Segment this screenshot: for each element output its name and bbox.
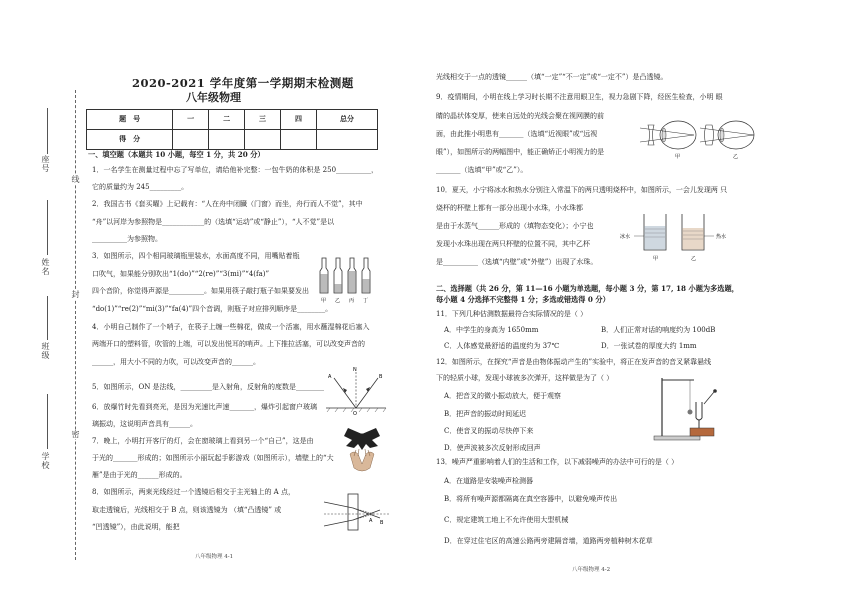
- bottle-label: 甲: [321, 298, 327, 304]
- score-cell[interactable]: [316, 130, 377, 150]
- seal-line: [75, 90, 76, 560]
- eye-label: 甲: [675, 154, 681, 160]
- q6-line2: 璃振动，这说明声音具有______。: [92, 420, 197, 428]
- score-header-cell: 一: [173, 110, 209, 130]
- q4-line2: 两端开口的塑料管，吹管的上端，可以发出悦耳的哨声。上下推拉活塞，可以改变声音的: [92, 340, 365, 348]
- q7-line2: 于光的_______形成的；如图所示小丽玩起手影游戏（如图所示），墙壁上的“大: [92, 454, 334, 462]
- q11-option-c[interactable]: C．人体感觉最舒适的温度约为 37℃: [444, 342, 560, 350]
- q9-line2: 睛的晶状体变厚，使来自远处的光线会聚在视网膜的前: [436, 112, 604, 120]
- q12-option-b[interactable]: B．把声音的振动时间延迟: [444, 410, 527, 418]
- q7-line3: 雁”是由于光的______形成的。: [92, 471, 187, 479]
- beaker-label: 甲: [653, 256, 659, 262]
- q8-line3: “凹透镜”），由此说明，能把: [92, 523, 180, 531]
- q13-option-a[interactable]: A．在道路是安装噪声检测器: [444, 477, 534, 485]
- q13-option-c[interactable]: C．规定建筑工地上不允许使用大型机械: [444, 516, 569, 524]
- q12-option-a[interactable]: A．把音叉的微小振动放大，便于观察: [444, 392, 562, 400]
- q11-stem: 11．下列几种估测数据最符合实际情况的是（ ）: [436, 310, 588, 318]
- mirror-label: O: [353, 411, 357, 416]
- name-blank[interactable]: [47, 200, 48, 255]
- eye-correction-figure: [638, 113, 768, 161]
- class-blank[interactable]: [47, 296, 48, 340]
- q3-line4: “do(1)”“re(2)”“mi(3)”“fa(4)”四个音调，则瓶子对应排列顺序是________。: [92, 305, 333, 313]
- lens-figure: [322, 490, 392, 534]
- q9-line1: 9．疫情期间，小明在线上学习时长期不注意用眼卫生，视力急剧下降，经医生检查，小明 眼: [436, 93, 723, 101]
- section-fill-in: 一、填空题（本题共 10 小题，每空 1 分，共 20 分）: [88, 150, 265, 159]
- q10-line4: 发现小水珠出现在两只杯壁的位置不同，其中乙杯: [436, 240, 590, 248]
- school-label: 学校: [41, 452, 50, 470]
- cut-mark-seal: 封: [71, 290, 80, 299]
- q1-line1: 1．一名学生在测量过程中忘了写单位，请给他补完整：一包牛奶的体积是 250__________，: [92, 166, 379, 174]
- bottles-figure: [318, 244, 380, 306]
- beaker-label: 乙: [691, 256, 697, 262]
- cut-mark-secret: 密: [71, 430, 80, 439]
- q8-line2: 取走透镜后，光线相交于 B 点，则该透镜为 （填“凸透镜” 或: [92, 506, 282, 514]
- q5-line: 5．如图所示，ON 是法线，_________是入射角，反射角的度数是________: [92, 383, 325, 391]
- q9-line5: _______（选填“甲”或“乙”）。: [436, 166, 528, 174]
- name-label: 姓名: [41, 258, 50, 276]
- bottle-label: 丙: [349, 298, 355, 304]
- lens-label: A: [369, 518, 373, 524]
- q3-line2: 口吹气，如果能分别吹出“1(do)”“2(re)”“3(mi)”“4(fa)”: [92, 270, 270, 278]
- q10-line3: 是由于水蒸气______形成的（填物态变化）；小宁也: [436, 222, 594, 230]
- score-cell[interactable]: [245, 130, 281, 150]
- score-header-cell: 三: [245, 110, 281, 130]
- q12-stem-2: 下的轻质小球，发现小球被多次弹开，这样做是为了（ ）: [436, 374, 614, 382]
- score-cell[interactable]: [280, 130, 316, 150]
- q11-option-a[interactable]: A．中学生的身高为 1650mm: [444, 326, 539, 334]
- page-footer-left: 八年级物理 4-1: [195, 554, 234, 560]
- bottle-label: 丁: [363, 298, 369, 304]
- q10-line5: 是__________（选填“内壁”或“外壁”）出现了水珠。: [436, 258, 598, 266]
- score-header-cell: 题 号: [87, 110, 173, 130]
- section-choice-note: 每小题 4 分选择不完整得 1 分；多选或错选得 0 分）: [436, 295, 610, 304]
- q12-option-d[interactable]: D．使声波被多次反射形成回声: [444, 444, 541, 452]
- q8-line4: 光线相交于一点的透镜______（填“一定”“不一定”或“一定不”）是凸透镜。: [436, 73, 668, 81]
- school-blank[interactable]: [47, 394, 48, 449]
- q9-line3: 面，由此推小明患有_______（选填“近视眼”或“远视: [436, 130, 598, 138]
- beakers-figure: [620, 208, 740, 266]
- q1-line2: 它的质量约为 245_________。: [92, 183, 189, 191]
- q13-option-d[interactable]: D．在穿过住宅区的高速公路两旁建隔音墙，道路两旁植种树木花草: [444, 537, 653, 545]
- score-table: [86, 109, 378, 150]
- q2-line2: “舟”以河岸为参照物是____________的（选填“运动”或“静止”），“人不觉”是以: [92, 218, 335, 226]
- section-choice: 二、选择题（共 26 分，第 11—16 小题为单选题，每小题 3 分，第 17, 18 小题为多选题，: [436, 284, 739, 293]
- score-header-cell: 二: [209, 110, 245, 130]
- q3-line3: 四个音阶，你觉得声源是__________。如果用筷子敲打瓶子如果要发出: [92, 287, 309, 295]
- mirror-figure: [322, 366, 390, 416]
- score-row-label: 得 分: [87, 130, 173, 150]
- exam-title: 2020-2021 学年度第一学期期末检测题: [132, 76, 354, 90]
- score-cell[interactable]: [173, 130, 209, 150]
- q12-option-c[interactable]: C．使音叉的振动尽快停下来: [444, 427, 534, 435]
- seat-label: 座号: [41, 155, 50, 173]
- q11-option-d[interactable]: D．一张试卷的厚度大约 1mm: [601, 342, 697, 350]
- q10-line2: 烧杯的杯壁上都有一部分出现小水珠，小水珠都: [436, 204, 583, 212]
- beaker-label: 热水: [716, 234, 727, 240]
- q13-stem: 13．噪声严重影响着人们的生活和工作，以下减弱噪声的办法中可行的是（ ）: [436, 458, 679, 466]
- q6-line1: 6．放爆竹时先看到亮光，是因为光速比声速_______，爆炸引起窗户玻璃: [92, 403, 317, 411]
- q11-option-b[interactable]: B．人们正常对话的响度约为 100dB: [601, 326, 716, 334]
- q10-line1: 10．夏天，小宁将冰水和热水分别注入常温下的两只透明烧杯中，如图所示，一会儿发现两 只: [436, 186, 728, 194]
- cut-mark-line: 线: [71, 175, 80, 184]
- q2-line3: __________为参照物。: [92, 235, 162, 243]
- q4-line1: 4．小明自己制作了一个哨子，在筷子上缠一些棉花，做成一个活塞，用水蘸湿棉花后塞入: [92, 323, 370, 331]
- mirror-label: N: [353, 367, 357, 373]
- eye-label: 乙: [733, 154, 739, 160]
- lens-label: B: [380, 520, 384, 526]
- mirror-label: B: [379, 374, 383, 380]
- q8-line1: 8．如图所示，两束光线经过一个透镜后相交于主光轴上的 A 点，: [92, 488, 295, 496]
- q3-line1: 3．如图所示，四个相同玻璃瓶里装水，水面高度不同，用嘴贴着瓶: [92, 252, 300, 260]
- page-footer-right: 八年级物理 4-2: [572, 567, 611, 573]
- q9-line4: 眼”），如图所示的两幅图中，能正确矫正小明视力的是: [436, 148, 605, 156]
- q2-line1: 2．我国古书《套买曜》上记载有：“人在舟中闭臓（门窗）而坐，舟行而人不觉”，其中: [92, 200, 363, 208]
- score-cell[interactable]: [209, 130, 245, 150]
- hand-shadow-figure: [340, 426, 384, 478]
- q13-option-b[interactable]: B．将所有噪声源都隔离在真空容器中，以避免噪声传出: [444, 495, 618, 503]
- class-label: 班级: [41, 342, 50, 360]
- mirror-label: A: [328, 374, 332, 380]
- bottle-label: 乙: [335, 298, 341, 304]
- beaker-label: 冰水: [620, 234, 631, 240]
- q12-stem: 12．如图所示，在探究“声音是由物体振动产生的”实验中，将正在发声音的音叉紧靠悬线: [436, 358, 712, 366]
- tuning-fork-figure: [650, 372, 728, 444]
- q7-line1: 7．晚上，小明打开客厅的灯，会在窗玻璃上看到另一个“自己”，这是由: [92, 437, 314, 445]
- seat-blank[interactable]: [47, 108, 48, 154]
- q4-line3: ______，用大小不同的力吹，可以改变声音的______。: [92, 358, 260, 366]
- score-header-cell: 四: [280, 110, 316, 130]
- score-header-cell: 总分: [316, 110, 377, 130]
- exam-subtitle: 八年级物理: [186, 91, 241, 104]
